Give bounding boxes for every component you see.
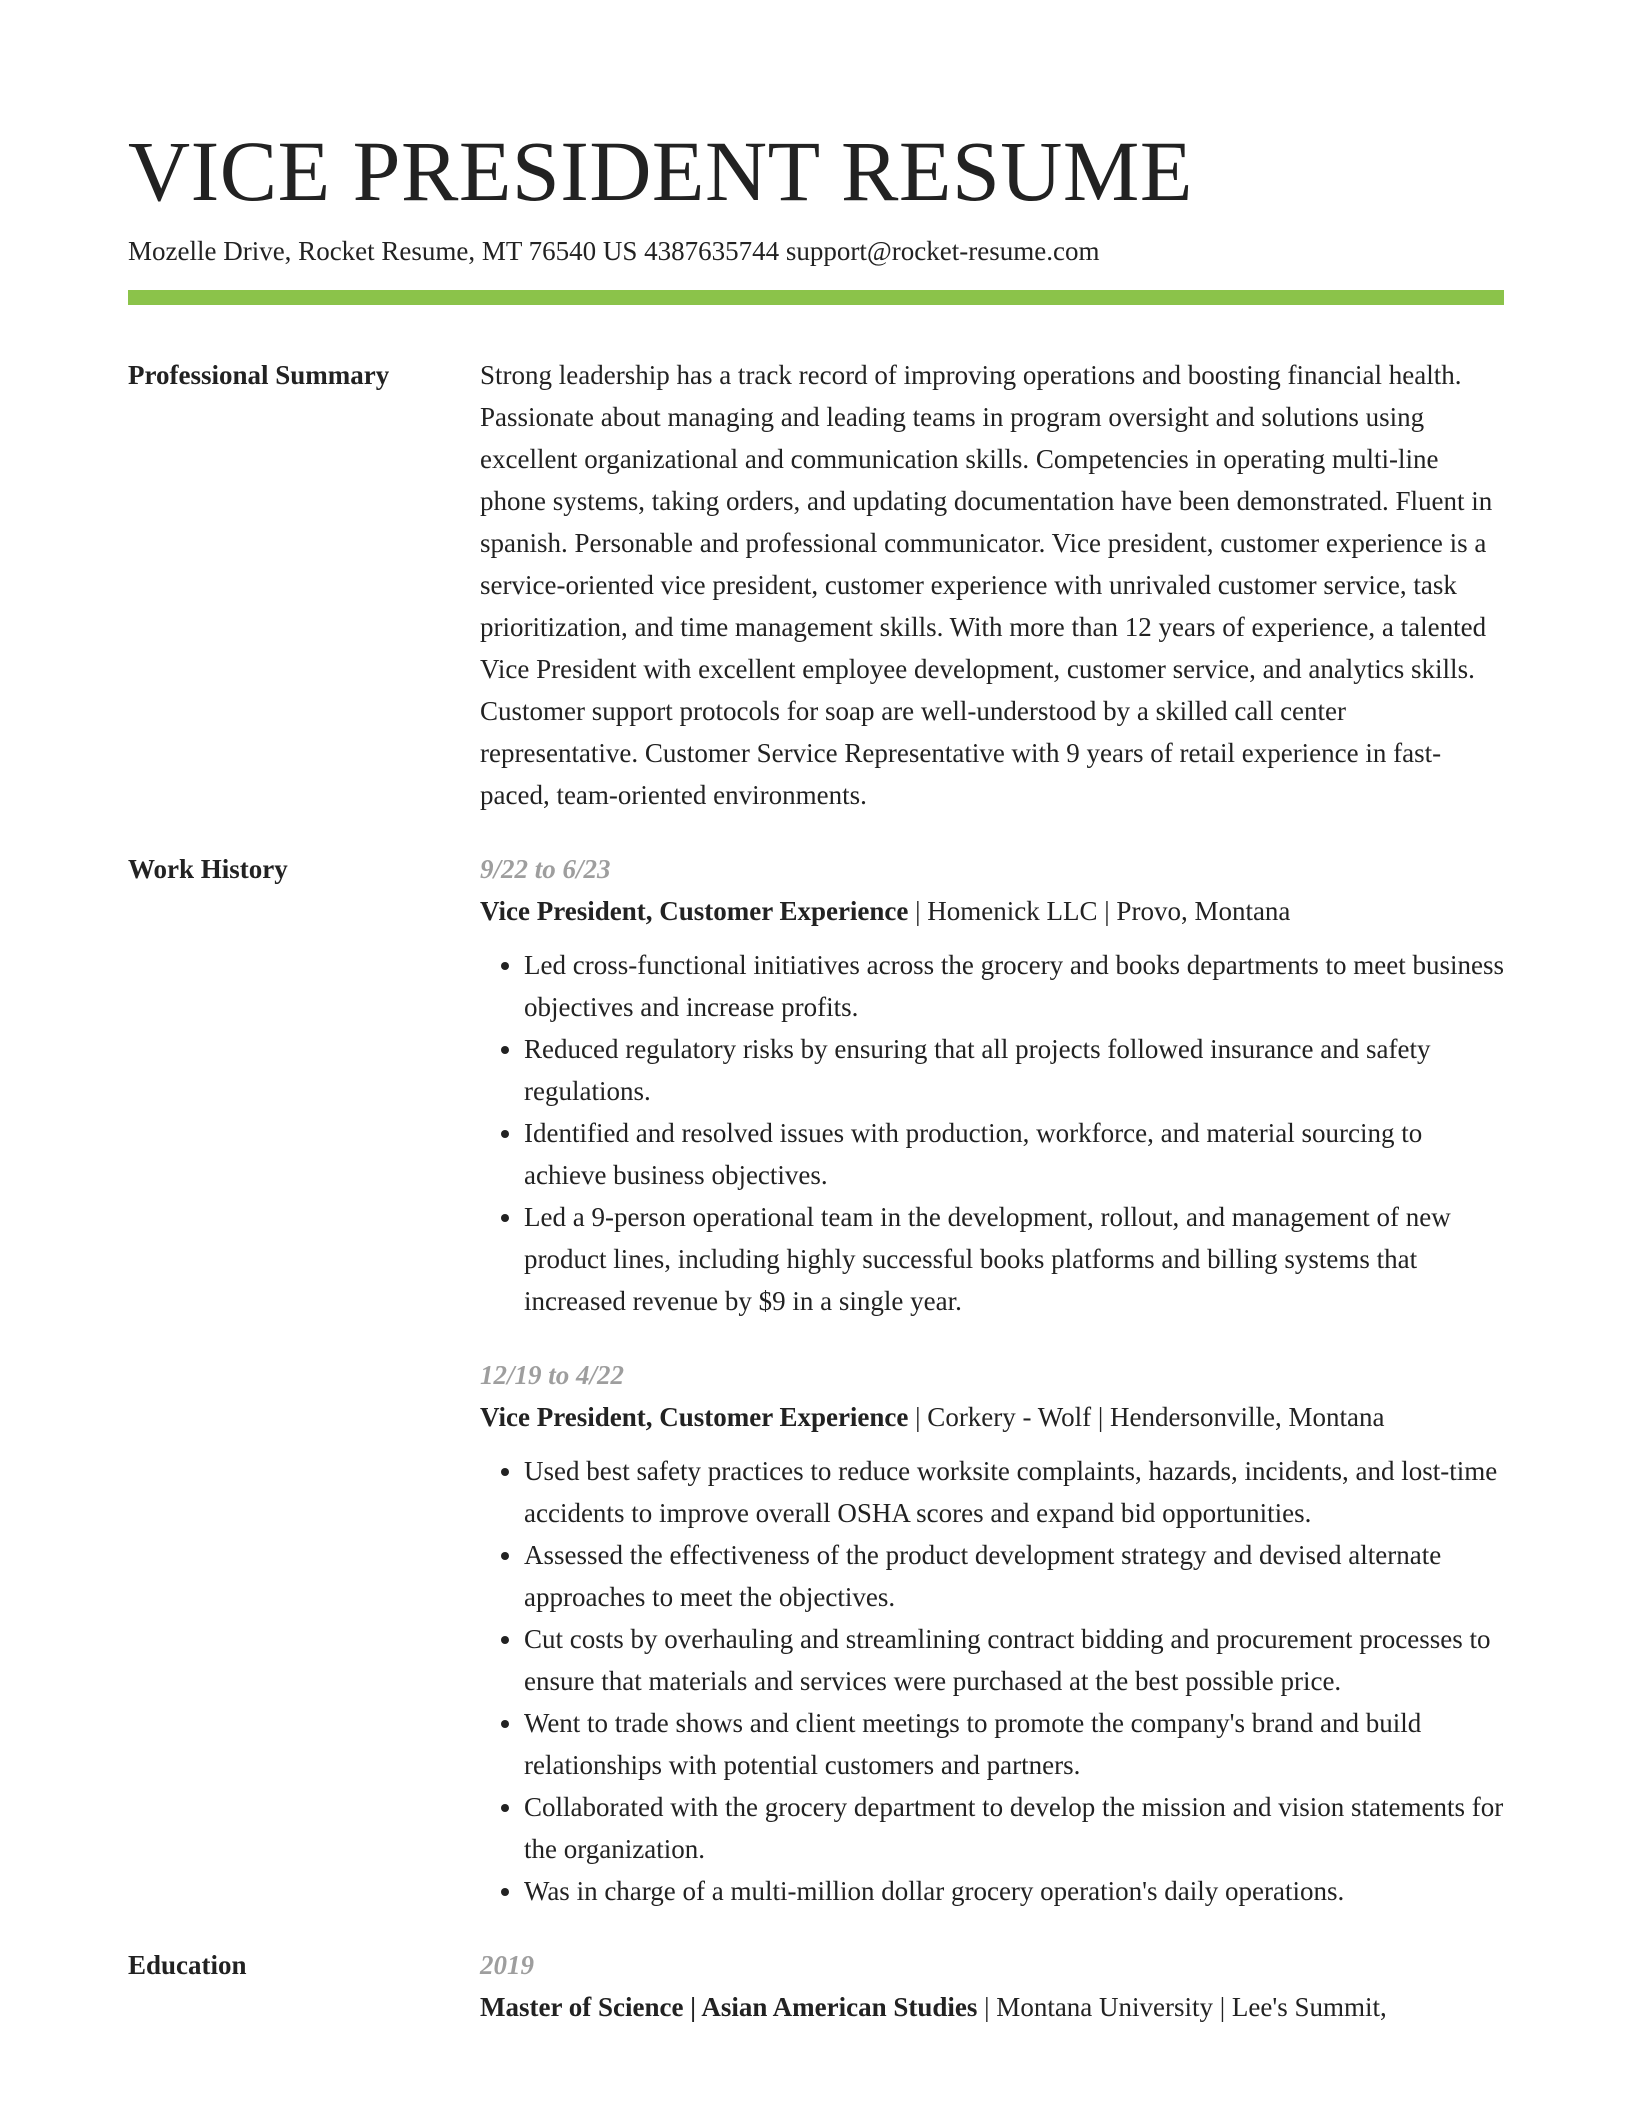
job-title: Vice President, Customer Experience [480,896,909,926]
job-bullet: • Identified and resolved issues with production, workforce, and material sourcing to achieve business objectives. [524,1112,1504,1196]
job-bullets [480,1450,1504,1912]
education-section [128,1944,1504,2028]
job-bullet: • Reduced regulatory risks by ensuring that all projects followed insurance and safety regulations. [524,1028,1504,1112]
education-degree: Master of Science | Asian American Studies [480,1992,978,2022]
contact-line: Mozelle Drive, Rocket Resume, MT 76540 US 4387635744 support@rocket-resume.com [128,236,1100,266]
job-bullet: • Used best safety practices to reduce worksite complaints, hazards, incidents, and lost-time accidents to improve overall OSHA scores and expand bid opportunities. [524,1450,1504,1534]
professional-summary-section [128,354,1504,816]
job-bullet: • Led cross-functional initiatives across the grocery and books departments to meet business objectives and increase profits. [524,944,1504,1028]
education-school-location: | Montana University | Lee's Summit, [977,1992,1387,2022]
job-entry [480,1354,1504,1912]
job-employer-location: | Homenick LLC | Provo, Montana [908,896,1291,926]
summary-text: Strong leadership has a track record of improving operations and boosting financial health. Passionate about managing and leading teams in program oversight and solutions using excellent organizational and communication skills. Competencies in operating multi-line phone systems, taking orders, and updating documentation have been demonstrated. Fluent in spanish. Personable and professional communicator. Vice president, customer experience is a service-oriented vice president, customer experience with unrivaled customer service, task prioritization, and time management skills. With more than 12 years of experience, a talented Vice President with excellent employee development, customer service, and analytics skills. Customer support protocols for soap are well-understood by a skilled call center representative. Customer Service Representative with 9 years of retail experience in fast-paced, team-oriented environments. [480,360,1493,810]
job-bullet: • Led a 9-person operational team in the development, rollout, and management of new product lines, including highly successful books platforms and billing systems that increased revenue by $9 in a single year. [524,1196,1504,1322]
job-role-line [480,1396,1504,1438]
section-label-work: Work History [128,854,288,884]
job-dates: 12/19 to 4/22 [480,1360,625,1390]
job-title: Vice President, Customer Experience [480,1402,909,1432]
education-dates: 2019 [480,1950,534,1980]
job-bullet: • Collaborated with the grocery department to develop the mission and vision statements for the organization. [524,1786,1504,1870]
resume-page [128,118,1504,2028]
section-label-education: Education [128,1950,247,1980]
job-role-line [480,890,1504,932]
education-degree-line [480,1986,1504,2028]
job-bullet: • Assessed the effectiveness of the product development strategy and devised alternate approaches to meet the objectives. [524,1534,1504,1618]
job-bullet: • Went to trade shows and client meetings to promote the company's brand and build relationships with potential customers and partners. [524,1702,1504,1786]
job-bullets [480,944,1504,1322]
work-history-section [128,848,1504,1912]
section-label-summary: Professional Summary [128,360,390,390]
resume-title: VICE PRESIDENT RESUME [128,123,1193,219]
accent-divider [128,290,1504,305]
job-bullet: • Cut costs by overhauling and streamlining contract bidding and procurement processes to ensure that materials and services were purchased at the best possible price. [524,1618,1504,1702]
job-dates: 9/22 to 6/23 [480,854,611,884]
job-employer-location: | Corkery - Wolf | Hendersonville, Montana [908,1402,1385,1432]
job-entry [480,848,1504,1322]
job-bullet: • Was in charge of a multi-million dollar grocery operation's daily operations. [524,1870,1504,1912]
